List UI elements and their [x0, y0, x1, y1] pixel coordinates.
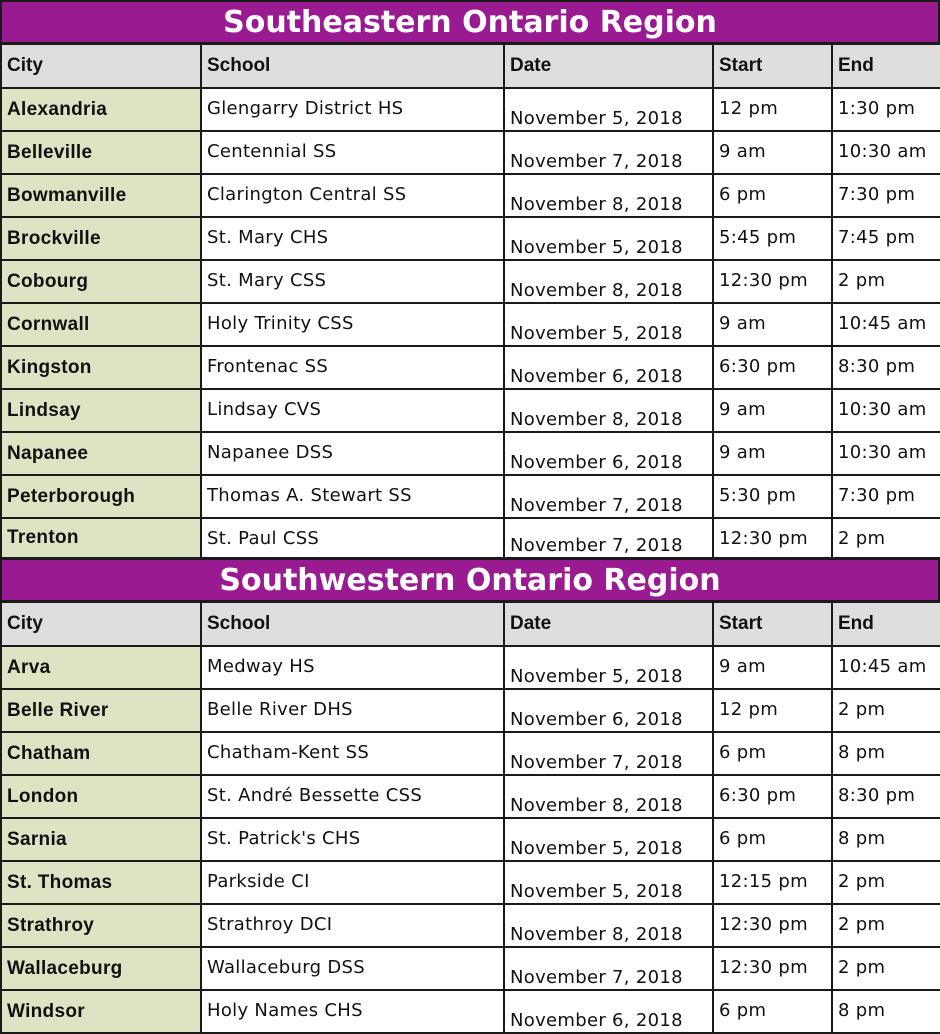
cell-school: Chatham-Kent SS [201, 732, 504, 775]
cell-end: 8 pm [832, 818, 940, 861]
cell-end: 8:30 pm [832, 775, 940, 818]
cell-end: 1:30 pm [832, 88, 940, 131]
table-row [1, 389, 940, 432]
cell-start: 5:30 pm [713, 475, 832, 518]
table-row [1, 732, 940, 775]
cell-date: November 6, 2018 [504, 346, 713, 389]
cell-school: Clarington Central SS [201, 174, 504, 217]
cell-school: Napanee DSS [201, 432, 504, 475]
cell-city: Bowmanville [1, 174, 201, 217]
cell-start: 9 am [713, 131, 832, 174]
table-row [1, 990, 940, 1033]
cell-school: Holy Names CHS [201, 990, 504, 1033]
cell-date: November 8, 2018 [504, 389, 713, 432]
cell-date: November 6, 2018 [504, 689, 713, 732]
cell-end: 2 pm [832, 518, 940, 558]
cell-school: Medway HS [201, 646, 504, 689]
cell-date: November 7, 2018 [504, 732, 713, 775]
cell-school: St. Mary CHS [201, 217, 504, 260]
region-banner-southwestern: Southwestern Ontario Region [0, 558, 940, 602]
cell-date: November 8, 2018 [504, 174, 713, 217]
cell-date: November 8, 2018 [504, 904, 713, 947]
table-row [1, 818, 940, 861]
column-header-city: City [1, 44, 201, 88]
table-row [1, 775, 940, 818]
table-row [1, 217, 940, 260]
cell-start: 9 am [713, 389, 832, 432]
table-row [1, 947, 940, 990]
cell-end: 7:30 pm [832, 174, 940, 217]
cell-end: 2 pm [832, 861, 940, 904]
cell-city: Brockville [1, 217, 201, 260]
cell-start: 6 pm [713, 818, 832, 861]
cell-school: Holy Trinity CSS [201, 303, 504, 346]
column-header-end: End [832, 602, 940, 646]
cell-end: 8:30 pm [832, 346, 940, 389]
header-row [1, 602, 940, 646]
cell-start: 12:15 pm [713, 861, 832, 904]
cell-end: 7:30 pm [832, 475, 940, 518]
cell-start: 6 pm [713, 732, 832, 775]
table-row [1, 904, 940, 947]
cell-end: 10:30 am [832, 389, 940, 432]
cell-city: London [1, 775, 201, 818]
cell-city: Arva [1, 646, 201, 689]
table-row [1, 689, 940, 732]
cell-start: 12:30 pm [713, 904, 832, 947]
cell-city: Wallaceburg [1, 947, 201, 990]
cell-start: 9 am [713, 432, 832, 475]
cell-school: Glengarry District HS [201, 88, 504, 131]
cell-date: November 6, 2018 [504, 432, 713, 475]
table-row [1, 646, 940, 689]
table-row [1, 861, 940, 904]
cell-date: November 8, 2018 [504, 775, 713, 818]
cell-end: 7:45 pm [832, 217, 940, 260]
column-header-city: City [1, 602, 201, 646]
column-header-school: School [201, 602, 504, 646]
schedule-table-southeastern [0, 43, 940, 559]
header-row [1, 44, 940, 88]
cell-start: 6 pm [713, 990, 832, 1033]
cell-school: Centennial SS [201, 131, 504, 174]
table-row [1, 303, 940, 346]
column-header-school: School [201, 44, 504, 88]
column-header-start: Start [713, 44, 832, 88]
column-header-date: Date [504, 602, 713, 646]
cell-school: Thomas A. Stewart SS [201, 475, 504, 518]
table-row [1, 174, 940, 217]
table-row [1, 88, 940, 131]
column-header-end: End [832, 44, 940, 88]
cell-end: 8 pm [832, 990, 940, 1033]
cell-city: Belleville [1, 131, 201, 174]
cell-end: 10:45 am [832, 303, 940, 346]
cell-school: St. Patrick's CHS [201, 818, 504, 861]
cell-start: 6:30 pm [713, 775, 832, 818]
cell-date: November 5, 2018 [504, 861, 713, 904]
cell-end: 10:45 am [832, 646, 940, 689]
cell-end: 2 pm [832, 689, 940, 732]
cell-school: Wallaceburg DSS [201, 947, 504, 990]
cell-school: Frontenac SS [201, 346, 504, 389]
cell-city: Napanee [1, 432, 201, 475]
cell-city: Kingston [1, 346, 201, 389]
cell-city: Peterborough [1, 475, 201, 518]
cell-date: November 6, 2018 [504, 990, 713, 1033]
cell-date: November 5, 2018 [504, 217, 713, 260]
cell-city: St. Thomas [1, 861, 201, 904]
column-header-start: Start [713, 602, 832, 646]
cell-date: November 5, 2018 [504, 303, 713, 346]
cell-end: 10:30 am [832, 131, 940, 174]
table-row [1, 475, 940, 518]
table-row [1, 260, 940, 303]
cell-school: Lindsay CVS [201, 389, 504, 432]
cell-date: November 8, 2018 [504, 260, 713, 303]
cell-start: 5:45 pm [713, 217, 832, 260]
cell-start: 12 pm [713, 88, 832, 131]
cell-end: 2 pm [832, 260, 940, 303]
cell-start: 12:30 pm [713, 518, 832, 558]
cell-school: St. Paul CSS [201, 518, 504, 558]
cell-end: 2 pm [832, 904, 940, 947]
cell-start: 6 pm [713, 174, 832, 217]
region-banner-southeastern: Southeastern Ontario Region [0, 0, 940, 44]
cell-city: Cobourg [1, 260, 201, 303]
cell-city: Strathroy [1, 904, 201, 947]
cell-city: Sarnia [1, 818, 201, 861]
cell-city: Lindsay [1, 389, 201, 432]
cell-start: 6:30 pm [713, 346, 832, 389]
cell-start: 12:30 pm [713, 260, 832, 303]
cell-date: November 5, 2018 [504, 88, 713, 131]
cell-city: Belle River [1, 689, 201, 732]
cell-school: St. Mary CSS [201, 260, 504, 303]
cell-date: November 5, 2018 [504, 818, 713, 861]
cell-city: Chatham [1, 732, 201, 775]
cell-school: Strathroy DCI [201, 904, 504, 947]
column-header-date: Date [504, 44, 713, 88]
cell-end: 8 pm [832, 732, 940, 775]
table-row [1, 346, 940, 389]
table-row [1, 518, 940, 558]
cell-school: Parkside CI [201, 861, 504, 904]
cell-city: Cornwall [1, 303, 201, 346]
cell-start: 9 am [713, 646, 832, 689]
cell-end: 10:30 am [832, 432, 940, 475]
table-row [1, 131, 940, 174]
table-row [1, 432, 940, 475]
cell-start: 12 pm [713, 689, 832, 732]
schedule-table-southwestern [0, 601, 940, 1034]
cell-city: Windsor [1, 990, 201, 1033]
cell-date: November 5, 2018 [504, 646, 713, 689]
cell-start: 9 am [713, 303, 832, 346]
cell-city: Alexandria [1, 88, 201, 131]
cell-end: 2 pm [832, 947, 940, 990]
cell-date: November 7, 2018 [504, 518, 713, 558]
cell-date: November 7, 2018 [504, 475, 713, 518]
cell-school: Belle River DHS [201, 689, 504, 732]
cell-city: Trenton [1, 518, 201, 558]
cell-school: St. André Bessette CSS [201, 775, 504, 818]
cell-date: November 7, 2018 [504, 131, 713, 174]
cell-start: 12:30 pm [713, 947, 832, 990]
cell-date: November 7, 2018 [504, 947, 713, 990]
